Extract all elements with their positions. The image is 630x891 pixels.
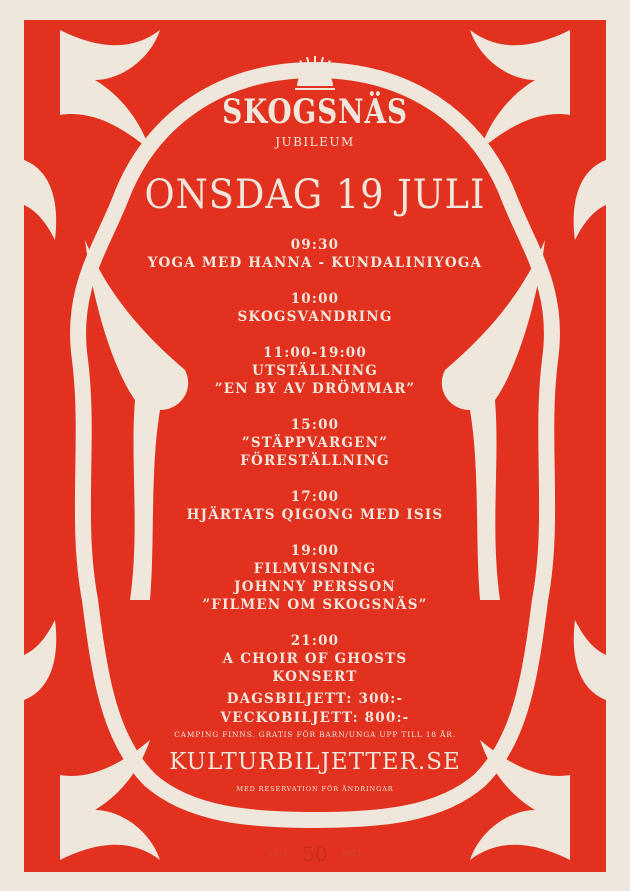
slot-time: 09:30 [290, 237, 340, 253]
camping-note: CAMPING FINNS. GRATIS FÖR BARN/UNGA UPP TILL 18 ÅR. [174, 730, 456, 739]
slot-time: 15:00 [290, 417, 340, 433]
schedule-slot [0, 290, 630, 326]
slot-time: 21:00 [290, 633, 340, 649]
website-link[interactable]: KULTURBILJETTER.SE [169, 749, 461, 775]
schedule-slot [0, 416, 630, 470]
reservation-note: MED RESERVATION FÖR ÄNDRINGAR [236, 785, 394, 793]
slot-title: UTSTÄLLNING [251, 363, 379, 379]
brand-subtitle: JUBILEUM [275, 135, 355, 149]
schedule-slot [0, 542, 630, 614]
slot-title: A CHOIR OF GHOSTS [222, 651, 408, 667]
slot-title: SKOGSVANDRING [237, 309, 393, 325]
ticket-prices [0, 690, 630, 728]
schedule-slot [0, 632, 630, 686]
day-ticket-price: DAGSBILJETT: 300:- [226, 691, 404, 707]
sunrise-icon [287, 56, 343, 90]
slot-title: FÖRESTÄLLNING [240, 453, 390, 469]
event-date: ONSDAG 19 JULI [144, 172, 486, 218]
schedule-slot [0, 236, 630, 272]
anniversary-number: 50 [302, 842, 328, 866]
schedule [0, 236, 630, 704]
week-ticket-price: VECKOBILJETT: 800:- [220, 710, 410, 726]
slot-title: YOGA MED HANNA - KUNDALINIYOGA [147, 255, 483, 271]
end-year: 2023 [341, 850, 362, 858]
schedule-slot [0, 344, 630, 398]
slot-title: ”EN BY AV DRÖMMAR” [214, 381, 416, 397]
slot-title: KONSERT [272, 669, 358, 685]
start-year: 1973 [268, 850, 289, 858]
slot-title: FILMVISNING [253, 561, 377, 577]
slot-title: ”STÄPPVARGEN” [241, 435, 389, 451]
slot-time: 19:00 [290, 543, 340, 559]
brand-name: SKOGSNÄS [222, 92, 408, 132]
anniversary-years [0, 842, 630, 866]
slot-title: ”FILMEN OM SKOGSNÄS” [202, 597, 428, 613]
slot-title: JOHNNY PERSSON [234, 579, 396, 595]
schedule-slot [0, 488, 630, 524]
slot-time: 17:00 [290, 489, 340, 505]
slot-time: 11:00-19:00 [263, 345, 367, 361]
slot-title: HJÄRTATS QIGONG MED ISIS [186, 507, 444, 523]
slot-time: 10:00 [290, 291, 340, 307]
